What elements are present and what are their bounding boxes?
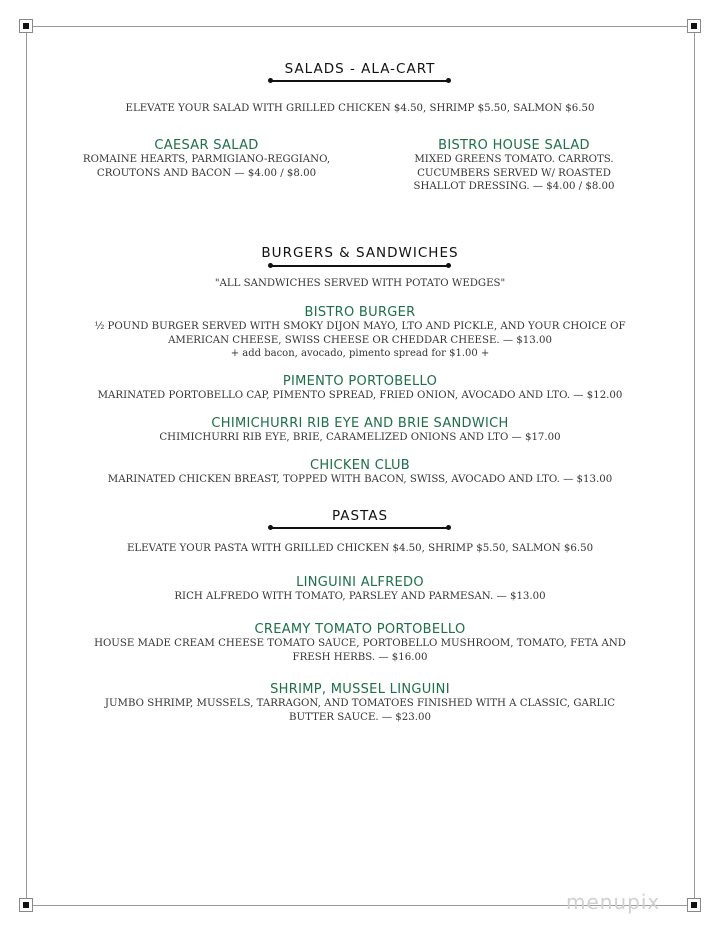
item-addon-note: + add bacon, avocado, pimento spread for $1.00 + xyxy=(230,348,490,359)
item-name: PIMENTO PORTOBELLO xyxy=(282,374,438,389)
item-name: CHICKEN CLUB xyxy=(309,458,411,473)
item-name: BISTRO BURGER xyxy=(304,305,416,320)
frame-top-line xyxy=(26,26,694,27)
pastas-note: ELEVATE YOUR PASTA WITH GRILLED CHICKEN $4.50, SHRIMP $5.50, SALMON $6.50 xyxy=(126,543,594,554)
item-name: CHIMICHURRI RIB EYE AND BRIE SANDWICH xyxy=(211,416,509,431)
frame-left-line xyxy=(26,26,27,906)
item-name: BISTRO HOUSE SALAD xyxy=(438,138,590,153)
burgers-note: "ALL SANDWICHES SERVED WITH POTATO WEDGES" xyxy=(214,278,506,289)
menu-item-bistro-house-salad xyxy=(393,138,635,194)
frame-right-line xyxy=(694,26,695,906)
item-name: LINGUINI ALFREDO xyxy=(296,575,424,590)
menu-item-creamy-tomato-portobello xyxy=(84,622,636,664)
menu-item-chimichurri-rib-eye xyxy=(90,416,630,445)
menu-item-linguini-alfredo xyxy=(90,575,630,604)
menu-item-bistro-burger xyxy=(90,305,630,360)
menupix-watermark: menupix xyxy=(566,890,661,914)
item-description: ½ POUND BURGER SERVED WITH SMOKY DIJON MAYO, LTO AND PICKLE, AND YOUR CHOICE OF AMERICAN CHEESE, SWISS CHEESE OR CHEDDAR CHEESE. — $13.00 xyxy=(94,321,626,346)
item-description: ROMAINE HEARTS, PARMIGIANO-REGGIANO, CROUTONS AND BACON — $4.00 / $8.00 xyxy=(82,154,331,179)
salads-note: ELEVATE YOUR SALAD WITH GRILLED CHICKEN $4.50, SHRIMP $5.50, SALMON $6.50 xyxy=(125,103,595,114)
item-name: SHRIMP, MUSSEL LINGUINI xyxy=(270,682,450,697)
burgers-section-title: BURGERS & SANDWICHES xyxy=(261,245,459,261)
menu-item-pimento-portobello xyxy=(90,374,630,403)
corner-ornament-top-right xyxy=(687,19,701,33)
item-description: JUMBO SHRIMP, MUSSELS, TARRAGON, AND TOMATOES FINISHED WITH A CLASSIC, GARLIC BUTTER SAUCE. — $23.00 xyxy=(104,698,616,723)
item-description: MARINATED CHICKEN BREAST, TOPPED WITH BACON, SWISS, AVOCADO AND LTO. — $13.00 xyxy=(107,474,613,485)
corner-ornament-top-left xyxy=(19,19,33,33)
salads-title-rule xyxy=(270,80,449,82)
item-description: MARINATED PORTOBELLO CAP, PIMENTO SPREAD, FRIED ONION, AVOCADO AND LTO. — $12.00 xyxy=(97,390,623,401)
item-description: CHIMICHURRI RIB EYE, BRIE, CARAMELIZED ONIONS AND LTO — $17.00 xyxy=(159,432,561,443)
salads-section-title: SALADS - ALA-CART xyxy=(284,61,436,77)
menu-item-shrimp-mussel-linguini xyxy=(90,682,630,724)
corner-ornament-bottom-right xyxy=(687,898,701,912)
pastas-section-title: PASTAS xyxy=(331,508,389,524)
item-description: RICH ALFREDO WITH TOMATO, PARSLEY AND PARMESAN. — $13.00 xyxy=(174,591,546,602)
item-description: HOUSE MADE CREAM CHEESE TOMATO SAUCE, PORTOBELLO MUSHROOM, TOMATO, FETA AND FRESH HERBS. — $16.00 xyxy=(94,638,626,663)
pastas-title-rule xyxy=(270,527,449,529)
corner-ornament-bottom-left xyxy=(19,898,33,912)
menu-item-chicken-club xyxy=(90,458,630,487)
item-name: CREAMY TOMATO PORTOBELLO xyxy=(254,622,466,637)
burgers-title-rule xyxy=(270,265,449,267)
menu-item-caesar-salad xyxy=(80,138,333,180)
item-description: MIXED GREENS TOMATO. CARROTS. CUCUMBERS SERVED W/ ROASTED SHALLOT DRESSING. — $4.00 / $8.00 xyxy=(413,154,615,192)
item-name: CAESAR SALAD xyxy=(154,138,259,153)
